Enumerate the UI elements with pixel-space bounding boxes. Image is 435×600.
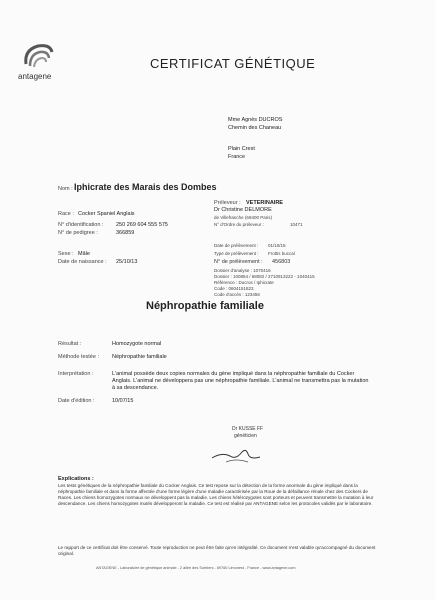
logo-text: antagene xyxy=(18,72,52,81)
dog-name: Iphicrate des Marais des Dombes xyxy=(74,182,217,192)
sampler-label: Préleveur : xyxy=(214,200,241,206)
edition-date-value: 10/07/15 xyxy=(112,398,134,404)
owner-address-line2: Plain Crest xyxy=(228,146,255,152)
vet-name: Dr Christine DELMORE xyxy=(214,207,272,213)
sampling-type-label: Type de prélèvement : xyxy=(214,251,259,256)
owner-address-line1: Chemin des Chaneau xyxy=(228,125,282,131)
interpretation-text: L'animal possède deux copies normales du gène impliqué dans la néphropathie familiale du Cocker Anglais. L'animal ne développera pas une néphropathie familiale. L'animal ne transmettra pas la mutation à sa descendance. xyxy=(112,371,369,391)
sex-value: Mâle xyxy=(78,251,90,257)
sampling-type-value: Frottis buccal xyxy=(268,251,295,256)
interpretation-label: Interprétation : xyxy=(58,371,94,377)
sampling-number-value: 456803 xyxy=(272,259,291,265)
breed-value: Cocker Spaniel Anglais xyxy=(78,211,135,217)
owner-name: Mme Agnès DUCROS xyxy=(228,117,283,123)
lab-line: Référence : Ducros / Iphicrate xyxy=(214,280,274,285)
pedigree-label: N° de pedigree : xyxy=(58,230,98,236)
sampling-number-label: N° de prélèvement : xyxy=(214,259,263,265)
lab-line: Code d'accès : 123456 xyxy=(214,292,260,297)
pedigree-value: 366859 xyxy=(116,230,135,236)
footer-text: ANTAGENE - Laboratoire de génétique animale - 2 allée des Sorbiers - 69760 Limonest - France - www.antagene.com xyxy=(96,566,296,570)
explanation-note: Le rapport de ce certificat doit être conservé. Toute reproduction ne peut être faite qu'en intégralité. Ce document n'est valable qu'accompagné du document original. xyxy=(58,545,376,556)
edition-date-label: Date d'édition : xyxy=(58,398,95,404)
birth-value: 25/10/13 xyxy=(116,259,138,265)
sampling-date-label: Date de prélèvement : xyxy=(214,243,259,248)
lab-line: Code : 0604151823 xyxy=(214,286,254,291)
test-title: Néphropathie familiale xyxy=(146,300,264,312)
page-title: CERTIFICAT GÉNÉTIQUE xyxy=(150,56,316,71)
result-value: Homozygote normal xyxy=(112,341,162,347)
owner-country: France xyxy=(228,154,246,160)
sampler-value: VETERINAIRE xyxy=(246,200,283,206)
lab-line: Dossier : 100854 / 68082 / 2710913222 - 1040415 xyxy=(214,274,315,279)
lab-line: Dossier d'analyse : 1070416 xyxy=(214,268,271,273)
sex-label: Sexe : xyxy=(58,251,74,257)
explanation-text: Les tests génétiques de la néphropathie familiale du Cocker Anglais. Ce test repose sur la détection de la forme anormale du gène impliqué dans la néphropathie familiale et dans la forme affectée d'une forme légère d'une maladie caractérisée par la Roue de la défaillance rénale chez des Cockers de Races. Les chiens homozygotes normaux ne développent pas la maladie. Les chiens hétérozygotes sont porteurs et peuvent transmettre la mutation à leur descendance. Les chiens homozygotes mutés développeront la maladie. Ce test est réalisé par ANTAGENE selon les protocoles validés par le laboratoire. xyxy=(58,483,374,506)
signature-icon xyxy=(208,440,264,468)
result-label: Résultat : xyxy=(58,341,82,347)
antagene-logo-icon xyxy=(22,42,56,70)
dog-name-label: Nom : xyxy=(58,186,73,192)
signatory-role: généticien xyxy=(234,433,257,439)
vet-address: de Villefranche (69400 Paris) xyxy=(214,215,272,220)
id-label: N° d'identification : xyxy=(58,222,104,228)
sampling-date-value: 01/10/15 xyxy=(268,243,286,248)
explanation-title: Explications : xyxy=(58,476,94,482)
id-value: 250 269 604 555 575 xyxy=(116,222,168,228)
method-value: Néphropathie familiale xyxy=(112,354,167,360)
breed-label: Race : xyxy=(58,211,74,217)
birth-label: Date de naissance : xyxy=(58,259,107,265)
order-value: 10471 xyxy=(290,222,303,227)
method-label: Méthode testée : xyxy=(58,354,99,360)
signatory-name: Dr KUSSE FF xyxy=(232,426,264,432)
order-label: N° d'Ordre du préleveur : xyxy=(214,222,264,227)
